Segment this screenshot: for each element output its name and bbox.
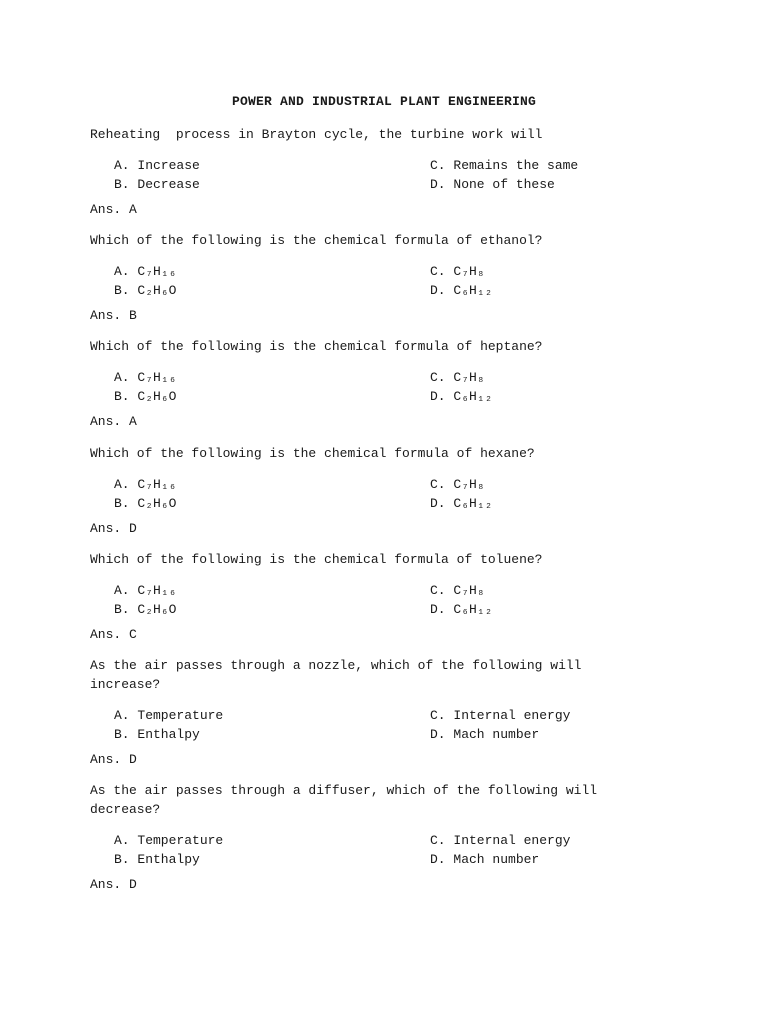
question-text: As the air passes through a diffuser, which of the following will decrease?	[90, 783, 598, 817]
option-a: A. Temperature	[114, 708, 224, 723]
option-b: B. Enthalpy	[114, 852, 200, 867]
answer: Ans. A	[90, 202, 137, 217]
answer: Ans. A	[90, 414, 137, 429]
answer: Ans. B	[90, 308, 137, 323]
option-b: B. Decrease	[114, 177, 200, 192]
option-a: A. C₇H₁₆	[114, 264, 177, 279]
option-d: D. C₆H₁₂	[430, 283, 493, 298]
question-text: Reheating process in Brayton cycle, the turbine work will	[90, 127, 543, 142]
option-b: B. Enthalpy	[114, 727, 200, 742]
question-block	[90, 231, 650, 325]
question-block	[90, 444, 650, 538]
question-text: Which of the following is the chemical formula of ethanol?	[90, 233, 543, 248]
question-text: Which of the following is the chemical formula of hexane?	[90, 446, 535, 461]
option-a: A. Increase	[114, 158, 200, 173]
option-b: B. C₂H₆O	[114, 283, 177, 298]
question-text: Which of the following is the chemical formula of toluene?	[90, 552, 543, 567]
question-block	[90, 550, 650, 644]
options	[90, 475, 650, 513]
options	[90, 368, 650, 406]
document-title: POWER AND INDUSTRIAL PLANT ENGINEERING	[231, 94, 537, 109]
option-d: D. Mach number	[430, 727, 540, 742]
option-c: C. C₇H₈	[430, 370, 485, 385]
option-d: D. None of these	[430, 177, 555, 192]
options	[90, 706, 650, 744]
option-a: A. Temperature	[114, 833, 224, 848]
option-b: B. C₂H₆O	[114, 602, 177, 617]
options	[90, 581, 650, 619]
option-c: C. C₇H₈	[430, 264, 485, 279]
answer: Ans. D	[90, 877, 137, 892]
answer: Ans. D	[90, 752, 137, 767]
options	[90, 831, 650, 869]
option-c: C. Remains the same	[430, 158, 579, 173]
options	[90, 156, 650, 194]
question-block	[90, 125, 650, 219]
option-d: D. Mach number	[430, 852, 540, 867]
option-a: A. C₇H₁₆	[114, 477, 177, 492]
option-c: C. Internal energy	[430, 833, 571, 848]
option-c: C. C₇H₈	[430, 477, 485, 492]
option-b: B. C₂H₆O	[114, 389, 177, 404]
question-text: Which of the following is the chemical formula of heptane?	[90, 339, 543, 354]
answer: Ans. C	[90, 627, 137, 642]
question-text: As the air passes through a nozzle, which of the following will increase?	[90, 658, 582, 692]
options	[90, 262, 650, 300]
option-a: A. C₇H₁₆	[114, 370, 177, 385]
option-c: C. Internal energy	[430, 708, 571, 723]
option-d: D. C₆H₁₂	[430, 602, 493, 617]
question-block	[90, 656, 650, 769]
option-b: B. C₂H₆O	[114, 496, 177, 511]
option-d: D. C₆H₁₂	[430, 389, 493, 404]
option-d: D. C₆H₁₂	[430, 496, 493, 511]
option-a: A. C₇H₁₆	[114, 583, 177, 598]
option-c: C. C₇H₈	[430, 583, 485, 598]
question-block	[90, 781, 650, 894]
question-block	[90, 337, 650, 431]
answer: Ans. D	[90, 521, 137, 536]
